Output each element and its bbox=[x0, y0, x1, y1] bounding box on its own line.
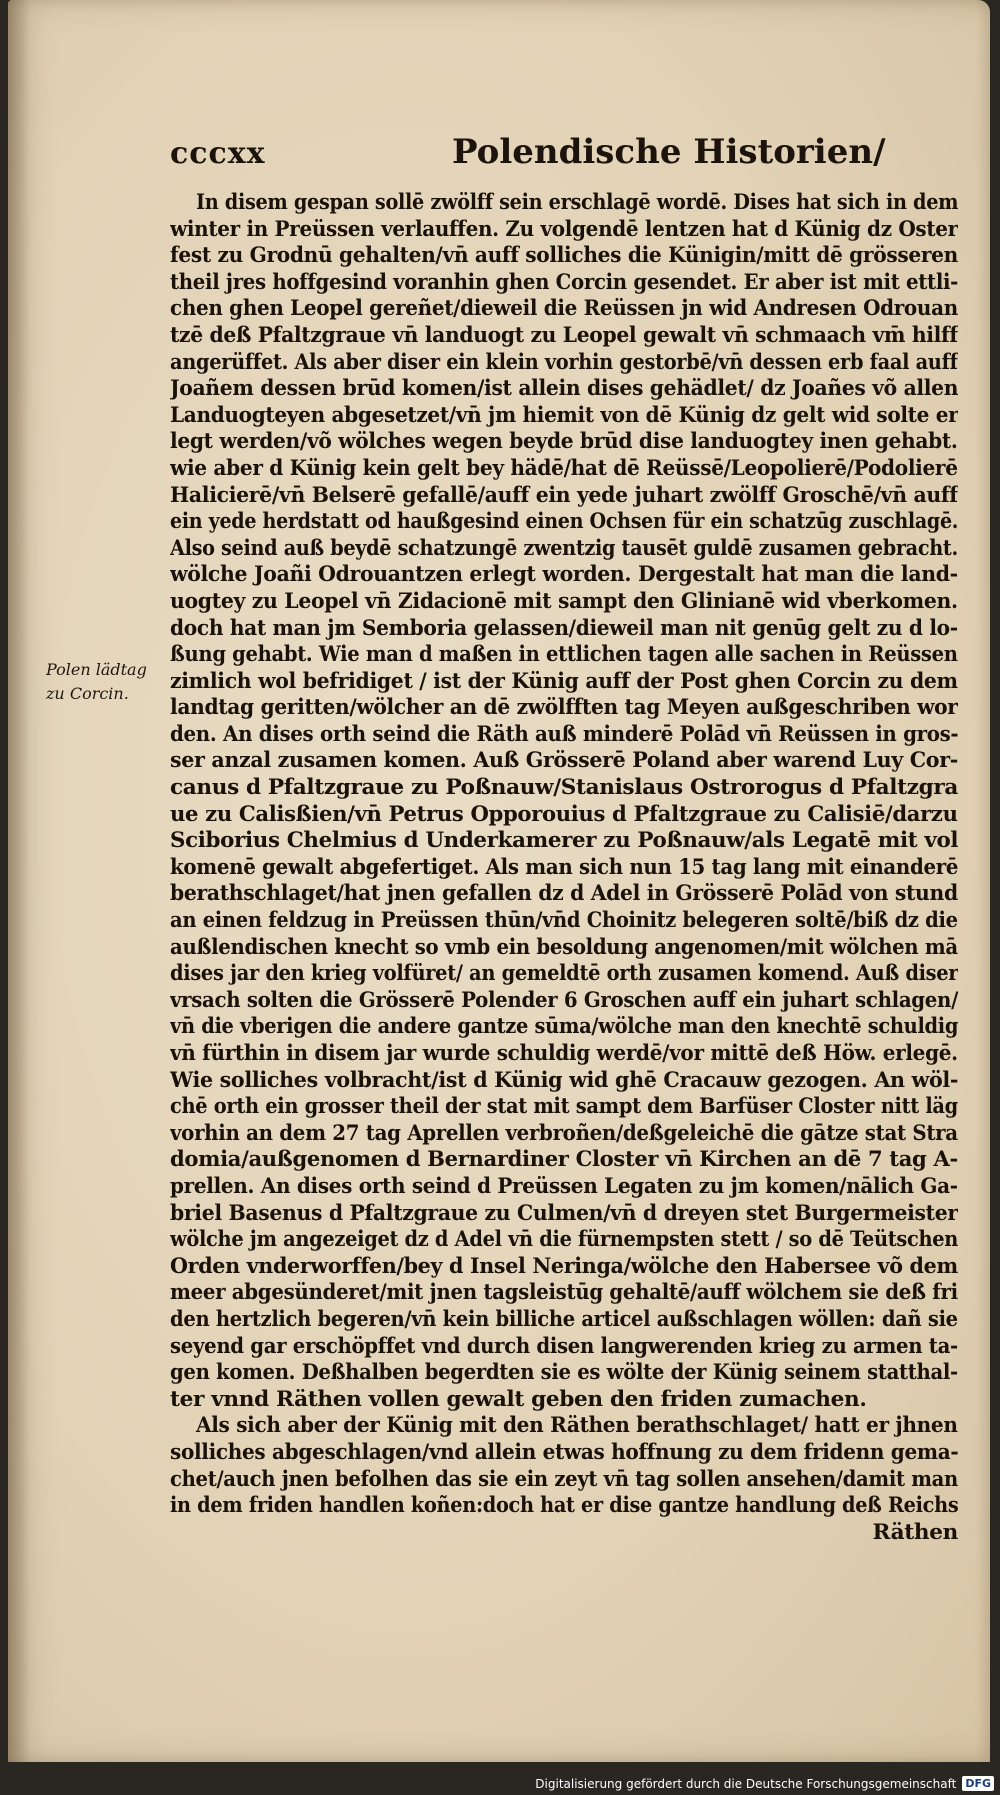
text-line: ein yede herdstatt od haußgesind einen Ochsen für ein schatzūg zuschlagē. bbox=[170, 509, 958, 535]
text-line: seyend gar erschöpffet vnd durch disen langwerenden krieg zu armen ta- bbox=[170, 1333, 958, 1359]
text-line: Sciborius Chelmius d Underkamerer zu Poßnauw/als Legatē mit vol bbox=[170, 828, 958, 854]
text-line: uogtey zu Leopel vn̄ Zidacionē mit sampt den Glinianē wid vberkomen. bbox=[170, 588, 958, 614]
text-line: legt werden/võ wölches wegen beyde brūd dise landuogtey inen gehabt. bbox=[170, 429, 958, 455]
text-line: fest zu Grodnū gehalten/vn̄ auff solliches die Künigin/mitt dē grösseren bbox=[170, 243, 958, 269]
text-line: den hertzlich begeren/vn̄ kein billiche articel außschlagen wöllen: dañ sie bbox=[170, 1306, 958, 1332]
text-line: In disem gespan sollē zwölff sein erschlagē wordē. Dises hat sich in dem bbox=[196, 190, 958, 215]
footer-credit-text: Digitalisierung gefördert durch die Deutsche Forschungsgemeinschaft bbox=[535, 1776, 957, 1791]
running-title: Polendische Historien/ bbox=[452, 132, 886, 172]
text-line: briel Basenus d Pfaltzgraue zu Culmen/vn̄ d dreyen stet Burgermeister bbox=[170, 1200, 958, 1226]
text-line: ßung gehabt. Wie man d maßen in ettlichen tagen alle sachen in Reüssen bbox=[170, 642, 958, 668]
text-line: den. An dises orth seind die Räth auß minderē Polād vn̄ Reüssen in gros- bbox=[170, 721, 958, 747]
text-line: solliches abgeschlagen/vnd allein etwas hoffnung zu dem fridenn gema- bbox=[170, 1439, 958, 1465]
page-gutter-shadow bbox=[8, 0, 30, 1762]
text-line: Also seind auß beydē schatzungē zwentzig tausēt guldē zusamen gebracht. bbox=[170, 535, 958, 561]
text-line: ue zu Calisßien/vn̄ Petrus Opporouius d Pfaltzgraue zu Calisiē/darzu bbox=[170, 801, 958, 827]
text-line: Landuogteyen abgesetzet/vn̄ jm hiemit von dē Künig dz gelt wid solte er bbox=[170, 402, 958, 428]
text-line: angerüffet. Als aber diser ein klein vorhin gestorbē/vn̄ dessen erb faal auff bbox=[170, 349, 958, 375]
text-line: canus d Pfaltzgraue zu Poßnauw/Stanislaus Ostrorogus d Pfaltzgra bbox=[170, 775, 958, 801]
text-line: ser anzal zusamen komen. Auß Grösserē Poland aber warend Luy Cor- bbox=[170, 748, 958, 774]
text-line: dises jar den krieg volfüret/ an gemeldtē orth zusamen komend. Auß diser bbox=[170, 961, 958, 987]
text-line: domia/außgenomen d Bernardiner Closter vn̄ Kirchen an dē 7 tag A- bbox=[170, 1147, 958, 1173]
text-line: gen komen. Deßhalben begerdten sie es wölte der Künig seinem statthal- bbox=[170, 1360, 958, 1386]
text-line: wölche Joañi Odrouantzen erlegt worden. Dergestalt hat man die land- bbox=[170, 562, 958, 588]
text-line: vorhin an dem 27 tag Aprellen verbroñen/deßgeleichē die gātze stat Stra bbox=[170, 1120, 958, 1146]
text-line: prellen. An dises orth seind d Preüssen Legaten zu jm komen/nālich Ga- bbox=[170, 1173, 958, 1199]
text-line: komenē gewalt abgefertiget. Als man sich nun 15 tag lang mit einanderē bbox=[170, 854, 958, 880]
text-line: wölche jm angezeiget dz d Adel vn̄ die fürnempsten stett / so dē Teütschen bbox=[170, 1227, 958, 1253]
text-line: an einen feldzug in Preüssen thūn/vn̄d Choinitz belegeren soltē/biß dz die bbox=[170, 908, 958, 934]
text-line: vrsach solten die Grösserē Polender 6 Groschen auff ein juhart schlagen/ bbox=[170, 987, 958, 1013]
text-line: berathschlaget/hat jnen gefallen dz d Adel in Grösserē Polād von stund bbox=[170, 881, 958, 907]
text-line: landtag geritten/wölcher an dē zwölfften tag Meyen außgeschriben wor bbox=[170, 695, 958, 721]
text-line: Orden vnderworffen/bey d Insel Neringa/wölche den Habersee võ dem bbox=[170, 1253, 958, 1279]
dfg-logo-icon: DFG bbox=[962, 1776, 994, 1791]
text-line: doch hat man jm Semboria gelassen/dieweil man nit genūg gelt zu d lo- bbox=[170, 615, 958, 641]
text-line: Als sich aber der Künig mit den Räthen berathschlaget/ hatt er jhnen bbox=[196, 1413, 958, 1439]
text-line: Halicierē/vn̄ Belserē gefallē/auff ein yede juhart zwölff Groschē/vn̄ auff bbox=[170, 482, 958, 508]
footer-credit bbox=[535, 1776, 994, 1791]
text-line: tzē deß Pfaltzgraue vn̄ landuogt zu Leopel gewalt vn̄ schmaach vm̄ hilff bbox=[170, 322, 958, 348]
text-line: chet/auch jnen befolhen das sie ein zeyt vn̄ tag sollen ansehen/damit man bbox=[170, 1466, 958, 1492]
text-line: wie aber d Künig kein gelt bey hädē/hat dē Reüssē/Leopolierē/Podolierē bbox=[170, 455, 958, 481]
text-line: chen ghen Leopel gereñet/dieweil die Reüssen jn wid Andresen Odrouan bbox=[170, 296, 958, 322]
text-line: Räthen bbox=[872, 1519, 958, 1545]
margin-note: Polen lädtag zu Corcin. bbox=[46, 660, 147, 703]
text-line: chē orth ein grosser theil der stat mit sampt dem Barfüser Closter nitt läg bbox=[170, 1094, 958, 1120]
text-line: theil jres hoffgesind voranhin ghen Corcin gesendet. Er aber ist mit ettli- bbox=[170, 269, 958, 295]
text-line: vn̄ fürthin in disem jar wurde schuldig werdē/vor mittē deß Höw. erlegē. bbox=[170, 1041, 958, 1066]
text-line: ter vnnd Räthen vollen gewalt geben den friden zumachen. bbox=[170, 1386, 867, 1412]
text-line: Joañem dessen brūd komen/ist allein dises gehädlet/ dz Joañes võ allen bbox=[170, 376, 958, 402]
main-text-block bbox=[170, 190, 958, 1546]
text-line: meer abgesünderet/mit jnen tagsleistūg gehaltē/auff wölchem sie deß fri bbox=[170, 1280, 958, 1306]
text-line: in dem friden handlen koñen:doch hat er dise gantze handlung deß Reichs bbox=[170, 1493, 958, 1519]
text-line: zimlich wol befridiget / ist der Künig auff der Post ghen Corcin zu dem bbox=[170, 668, 958, 694]
text-line: vn̄ die vberigen die andere gantze sūma/wölche man den knechtē schuldig bbox=[170, 1014, 958, 1040]
text-line: Wie solliches volbracht/ist d Künig wid ghē Cracauw gezogen. An wöl- bbox=[170, 1067, 958, 1093]
text-line: winter in Preüssen verlauffen. Zu volgendē lentzen hat d Künig dz Oster bbox=[170, 216, 958, 242]
text-line: außlendischen knecht so vmb ein besoldung angenomen/mit wölchen mā bbox=[170, 934, 958, 960]
folio-number: cccxx bbox=[170, 136, 266, 171]
